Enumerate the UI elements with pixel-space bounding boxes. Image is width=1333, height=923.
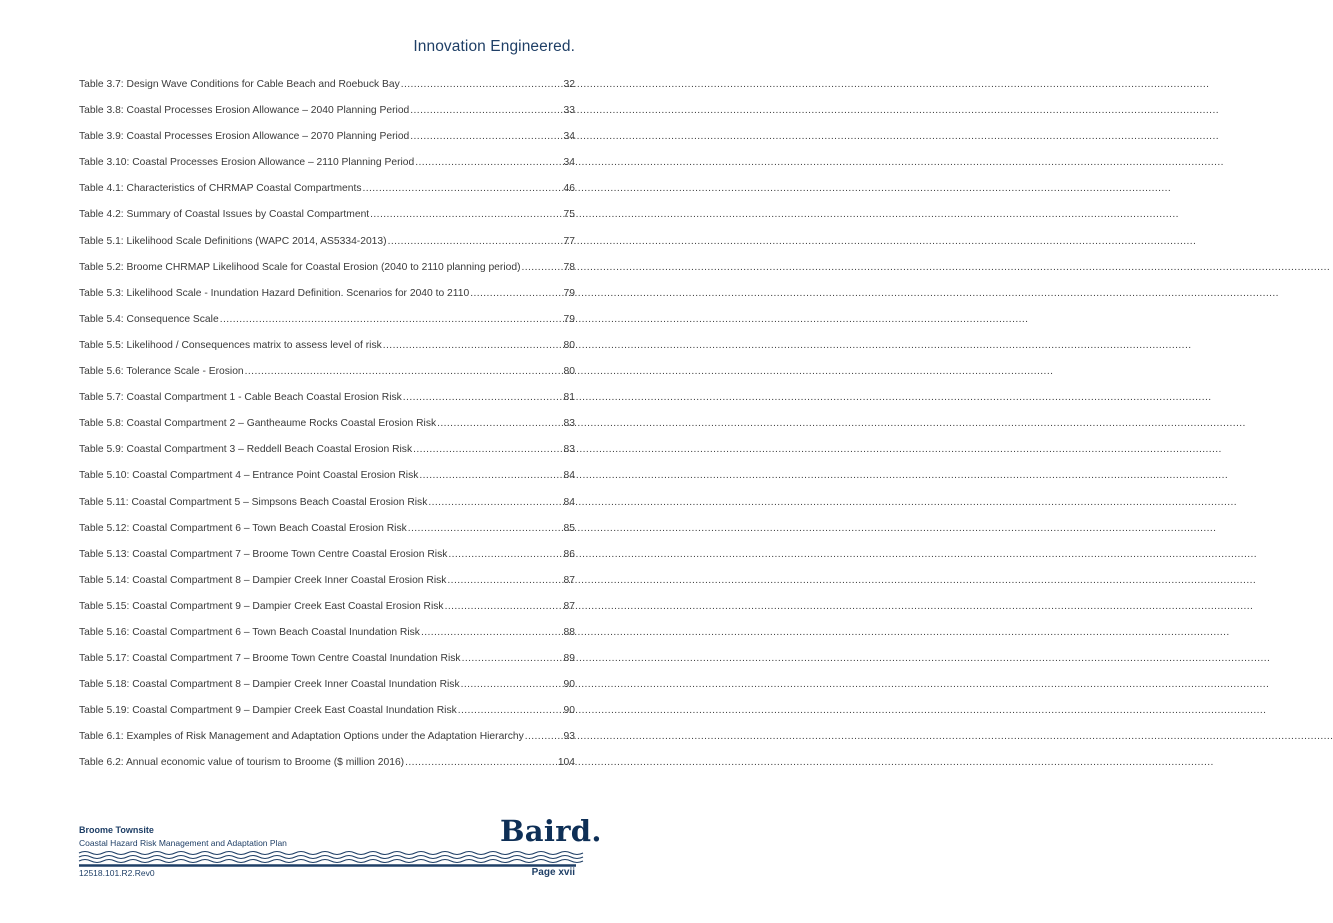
footer-project-subtitle: Coastal Hazard Risk Management and Adaptation Plan: [79, 838, 287, 848]
toc-entry-title: Table 5.2: Broome CHRMAP Likelihood Scale for Coastal Erosion (2040 to 2110 planning period): [79, 261, 521, 273]
toc-entry-title: Table 5.1: Likelihood Scale Definitions (WAPC 2014, AS5334-2013): [79, 235, 387, 247]
toc-entry[interactable]: [79, 469, 575, 495]
toc-entry-page: 90: [563, 679, 575, 691]
toc-entry[interactable]: [79, 704, 575, 730]
toc-entry-title: Table 5.7: Coastal Compartment 1 - Cable Beach Coastal Erosion Risk: [79, 392, 402, 404]
toc-entry-page: 90: [563, 705, 575, 717]
toc-dot-leader: [447, 574, 562, 588]
toc-entry-page: 93: [563, 731, 575, 743]
baird-logo: Baird.: [500, 814, 602, 848]
toc-dot-leader: [445, 600, 563, 614]
toc-entry[interactable]: [79, 261, 575, 287]
toc-dot-leader: [461, 678, 563, 692]
toc-entry-title: Table 5.18: Coastal Compartment 8 – Dampier Creek Inner Coastal Inundation Risk: [79, 679, 460, 691]
toc-entry[interactable]: [79, 417, 575, 443]
toc-entry-page: 87: [563, 600, 575, 612]
toc-entry[interactable]: [79, 182, 575, 208]
toc-entry-title: Table 3.9: Coastal Processes Erosion Allowance – 2070 Planning Period: [79, 131, 410, 143]
toc-entry-page: 84: [563, 470, 575, 482]
list-of-tables: [79, 78, 575, 783]
toc-entry-page: 80: [563, 339, 575, 351]
toc-entry-title: Table 5.11: Coastal Compartment 5 – Simpsons Beach Coastal Erosion Risk: [79, 496, 428, 508]
toc-entry[interactable]: [79, 156, 575, 182]
toc-entry[interactable]: [79, 365, 575, 391]
toc-entry-title: Table 5.12: Coastal Compartment 6 – Town Beach Coastal Erosion Risk: [79, 522, 407, 534]
toc-dot-leader: [522, 261, 563, 275]
toc-entry[interactable]: [79, 130, 575, 156]
toc-entry-title: Table 6.2: Annual economic value of tourism to Broome ($ million 2016): [79, 757, 405, 769]
toc-entry[interactable]: [79, 78, 575, 104]
toc-dot-leader: [401, 78, 563, 92]
toc-entry[interactable]: [79, 678, 575, 704]
toc-dot-leader: [383, 339, 563, 353]
toc-entry-title: Table 5.8: Coastal Compartment 2 – Gantheaume Rocks Coastal Erosion Risk: [79, 418, 437, 430]
toc-dot-leader: [448, 548, 562, 562]
footer-project-name: Broome Townsite: [79, 825, 154, 835]
toc-dot-leader: [410, 104, 562, 118]
toc-entry-title: Table 5.13: Coastal Compartment 7 – Broome Town Centre Coastal Erosion Risk: [79, 548, 448, 560]
toc-entry-page: 33: [563, 105, 575, 117]
toc-entry-title: Table 5.16: Coastal Compartment 6 – Town Beach Coastal Inundation Risk: [79, 626, 420, 638]
toc-dot-leader: [370, 208, 562, 222]
toc-dot-leader: [388, 235, 563, 249]
toc-entry[interactable]: [79, 339, 575, 365]
toc-entry[interactable]: [79, 548, 575, 574]
toc-entry[interactable]: [79, 313, 575, 339]
toc-dot-leader: [413, 443, 562, 457]
toc-entry[interactable]: [79, 522, 575, 548]
toc-dot-leader: [428, 496, 562, 510]
toc-dot-leader: [405, 756, 557, 770]
header-tagline: Innovation Engineered.: [413, 38, 575, 55]
toc-dot-leader: [421, 626, 563, 640]
toc-entry-page: 104: [557, 757, 575, 769]
toc-dot-leader: [408, 522, 563, 536]
toc-entry-page: 84: [563, 496, 575, 508]
toc-entry[interactable]: [79, 391, 575, 417]
toc-entry-title: Table 6.1: Examples of Risk Management and Adaptation Options under the Adaptation Hierarchy: [79, 731, 524, 743]
toc-entry[interactable]: [79, 104, 575, 130]
toc-entry[interactable]: [79, 626, 575, 652]
toc-dot-leader: [403, 391, 563, 405]
toc-entry-page: 80: [563, 366, 575, 378]
toc-entry[interactable]: [79, 287, 575, 313]
toc-dot-leader: [363, 182, 563, 196]
toc-entry[interactable]: [79, 496, 575, 522]
toc-entry-page: 79: [563, 313, 575, 325]
toc-entry-page: 83: [563, 418, 575, 430]
toc-entry-page: 78: [563, 261, 575, 273]
toc-dot-leader: [410, 130, 562, 144]
toc-entry-page: 86: [563, 548, 575, 560]
toc-entry-title: Table 5.3: Likelihood Scale - Inundation Hazard Definition. Scenarios for 2040 to 2110: [79, 287, 470, 299]
toc-entry[interactable]: [79, 600, 575, 626]
toc-dot-leader: [245, 365, 563, 379]
toc-entry-page: 32: [563, 79, 575, 90]
toc-entry-page: 85: [563, 522, 575, 534]
toc-entry-title: Table 5.10: Coastal Compartment 4 – Entrance Point Coastal Erosion Risk: [79, 470, 419, 482]
page-number: Page xvii: [531, 867, 575, 878]
toc-entry-page: 81: [563, 392, 575, 404]
toc-entry-title: Table 3.7: Design Wave Conditions for Cable Beach and Roebuck Bay: [79, 79, 400, 90]
toc-entry[interactable]: [79, 443, 575, 469]
toc-entry-title: Table 5.14: Coastal Compartment 8 – Dampier Creek Inner Coastal Erosion Risk: [79, 574, 447, 586]
toc-entry[interactable]: [79, 235, 575, 261]
toc-entry[interactable]: [79, 756, 575, 782]
toc-entry-title: Table 3.10: Coastal Processes Erosion Allowance – 2110 Planning Period: [79, 157, 415, 169]
toc-dot-leader: [220, 313, 563, 327]
toc-entry-title: Table 5.9: Coastal Compartment 3 – Reddell Beach Coastal Erosion Risk: [79, 444, 413, 456]
toc-entry[interactable]: [79, 652, 575, 678]
toc-entry-title: Table 5.5: Likelihood / Consequences matrix to assess level of risk: [79, 339, 382, 351]
toc-entry-page: 34: [563, 131, 575, 143]
toc-dot-leader: [419, 469, 562, 483]
toc-entry-page: 75: [563, 209, 575, 221]
toc-entry-title: Table 4.1: Characteristics of CHRMAP Coastal Compartments: [79, 183, 362, 195]
toc-entry-title: Table 5.15: Coastal Compartment 9 – Dampier Creek East Coastal Erosion Risk: [79, 600, 444, 612]
toc-entry-title: Table 5.19: Coastal Compartment 9 – Dampier Creek East Coastal Inundation Risk: [79, 705, 457, 717]
toc-entry-page: 46: [563, 183, 575, 195]
toc-entry-title: Table 5.4: Consequence Scale: [79, 313, 219, 325]
toc-dot-leader: [415, 156, 562, 170]
toc-entry-title: Table 5.17: Coastal Compartment 7 – Broome Town Centre Coastal Inundation Risk: [79, 653, 461, 665]
toc-dot-leader: [458, 704, 563, 718]
toc-entry[interactable]: [79, 730, 575, 756]
toc-dot-leader: [525, 730, 563, 744]
toc-entry-page: 79: [563, 287, 575, 299]
toc-dot-leader: [437, 417, 562, 431]
toc-entry-page: 83: [563, 444, 575, 456]
toc-entry-title: Table 4.2: Summary of Coastal Issues by Coastal Compartment: [79, 209, 370, 221]
toc-entry-page: 87: [563, 574, 575, 586]
toc-entry[interactable]: [79, 208, 575, 234]
toc-entry-title: Table 3.8: Coastal Processes Erosion Allowance – 2040 Planning Period: [79, 105, 410, 117]
toc-entry-page: 88: [563, 626, 575, 638]
toc-dot-leader: [462, 652, 563, 666]
toc-dot-leader: [470, 287, 562, 301]
toc-entry-page: 34: [563, 157, 575, 169]
toc-entry-page: 77: [563, 235, 575, 247]
toc-entry[interactable]: [79, 574, 575, 600]
toc-entry-page: 89: [563, 653, 575, 665]
toc-entry-title: Table 5.6: Tolerance Scale - Erosion: [79, 366, 244, 378]
wave-divider-icon: [79, 850, 576, 868]
document-reference: 12518.101.R2.Rev0: [79, 868, 155, 878]
